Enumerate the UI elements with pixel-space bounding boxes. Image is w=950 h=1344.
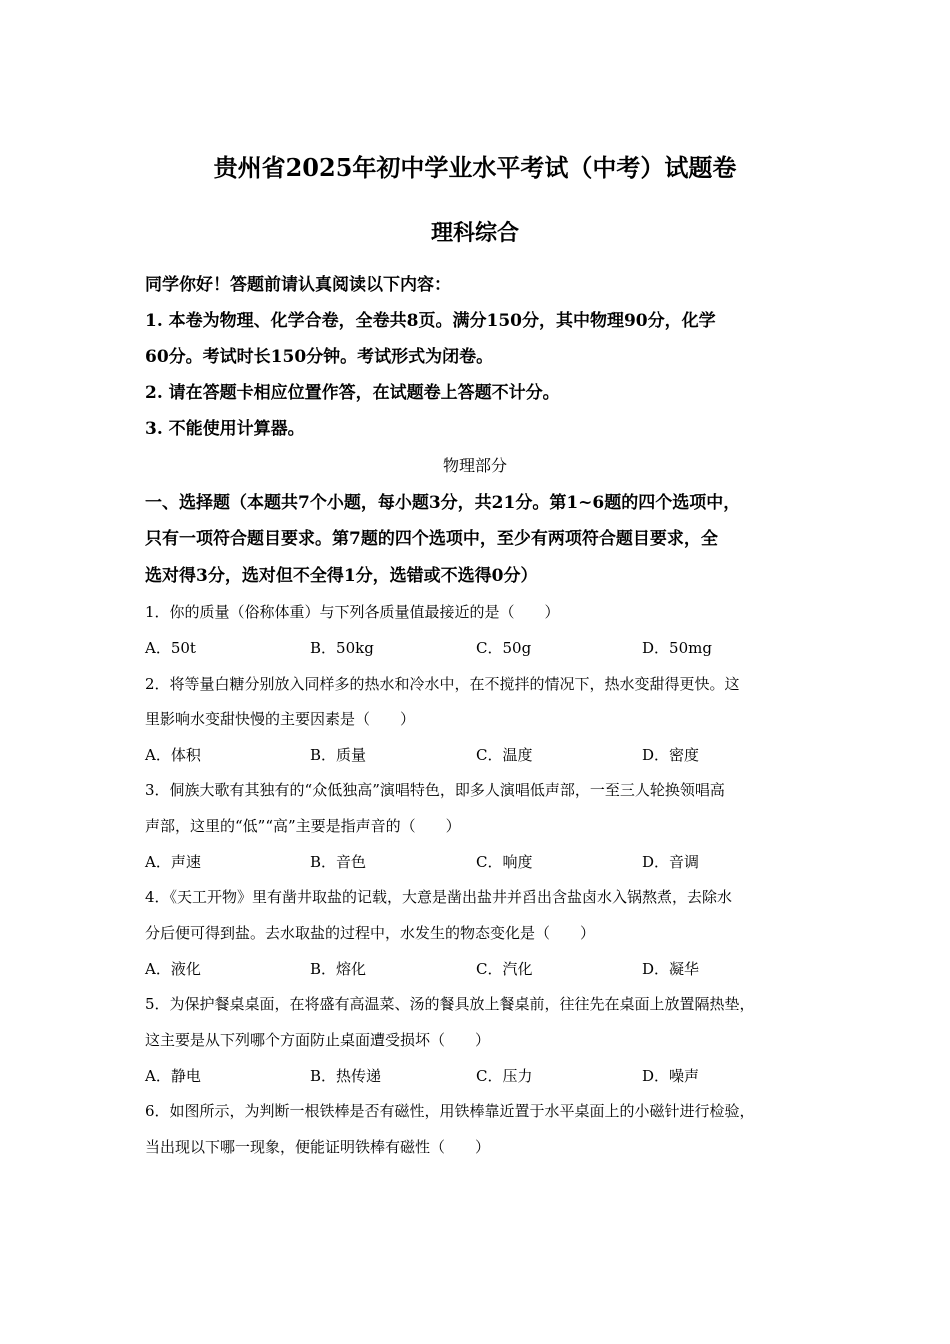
exam-title: 贵州省2025年初中学业水平考试（中考）试题卷 [213, 153, 737, 182]
question-6-stem-line-1: 6．如图所示，为判断一根铁棒是否有磁性，用铁棒靠近置于水平桌面上的小磁针进行检验， [145, 1102, 755, 1120]
question-1-option-a: A．50t [145, 639, 196, 657]
question-4-option-a: A．液化 [145, 960, 201, 978]
question-4-option-b: B．熔化 [310, 960, 367, 978]
part1-heading-line-1: 一、选择题（本题共7个小题，每小题3分，共21分。第1~6题的四个选项中， [145, 493, 741, 513]
question-5-options [145, 1066, 825, 1086]
question-5-option-a: A．静电 [145, 1067, 201, 1085]
question-2-stem-line-1: 2．将等量白糖分别放入同样多的热水和冷水中，在不搅拌的情况下，热水变甜得更快。这 [145, 675, 740, 693]
question-4-option-c: C．汽化 [476, 960, 533, 978]
question-2-option-c: C．温度 [476, 746, 533, 764]
question-3-option-b: B．音色 [310, 853, 367, 871]
question-4-stem-line-2: 分后便可得到盐。去水取盐的过程中，水发生的物态变化是（ ） [145, 924, 596, 942]
question-1-options [145, 638, 825, 658]
question-3-option-d: D．音调 [642, 853, 700, 871]
question-2-option-d: D．密度 [642, 746, 700, 764]
question-5-option-c: C．压力 [476, 1067, 533, 1085]
question-3-stem-line-1: 3．侗族大歌有其独有的“众低独高”演唱特色，即多人演唱低声部，一至三人轮换领唱高 [145, 781, 725, 799]
question-4-stem-line-1: 4．《天工开物》里有凿井取盐的记载，大意是凿出盐井并舀出含盐卤水入锅熬煮，去除水 [145, 888, 733, 906]
question-3-option-c: C．响度 [476, 853, 533, 871]
exam-subtitle: 理科综合 [430, 220, 519, 246]
question-1-stem: 1．你的质量（俗称体重）与下列各质量值最接近的是（ ） [145, 603, 560, 621]
question-4-option-d: D．凝华 [642, 960, 700, 978]
question-5-option-b: B．热传递 [310, 1067, 382, 1085]
question-3-options [145, 852, 825, 872]
question-3-option-a: A．声速 [145, 853, 201, 871]
question-6-stem-line-2: 当出现以下哪一现象，便能证明铁棒有磁性（ ） [145, 1138, 491, 1156]
instruction-item-1-line-1: 1. 本卷为物理、化学合卷，全卷共8页。满分150分，其中物理90分，化学 [145, 311, 716, 331]
question-3-stem-line-2: 声部，这里的“低”“高”主要是指声音的（ ） [145, 817, 461, 835]
question-5-stem-line-2: 这主要是从下列哪个方面防止桌面遭受损坏（ ） [145, 1031, 491, 1049]
question-5-stem-line-1: 5．为保护餐桌桌面，在将盛有高温菜、汤的餐具放上餐桌前，往往先在桌面上放置隔热垫， [145, 995, 755, 1013]
question-1-option-c: C．50g [476, 639, 532, 657]
part1-heading-line-3: 选对得3分，选对但不全得1分，选错或不选得0分） [145, 566, 538, 586]
instruction-item-3: 3. 不能使用计算器。 [145, 419, 305, 439]
physics-section-title: 物理部分 [442, 456, 507, 475]
question-2-stem-line-2: 里影响水变甜快慢的主要因素是（ ） [145, 710, 416, 728]
instruction-item-1-line-2: 60分。考试时长150分钟。考试形式为闭卷。 [145, 347, 494, 367]
instruction-item-2: 2. 请在答题卡相应位置作答，在试题卷上答题不计分。 [145, 383, 560, 403]
instructions-greeting: 同学你好！答题前请认真阅读以下内容： [145, 275, 451, 295]
question-1-option-d: D．50mg [642, 639, 712, 657]
part1-heading-line-2: 只有一项符合题目要求。第7题的四个选项中，至少有两项符合题目要求，全 [145, 529, 718, 549]
question-1-option-b: B．50kg [310, 639, 374, 657]
question-4-options [145, 959, 825, 979]
question-2-options [145, 745, 825, 765]
question-2-option-b: B．质量 [310, 746, 367, 764]
question-5-option-d: D．噪声 [642, 1067, 700, 1085]
question-2-option-a: A．体积 [145, 746, 201, 764]
